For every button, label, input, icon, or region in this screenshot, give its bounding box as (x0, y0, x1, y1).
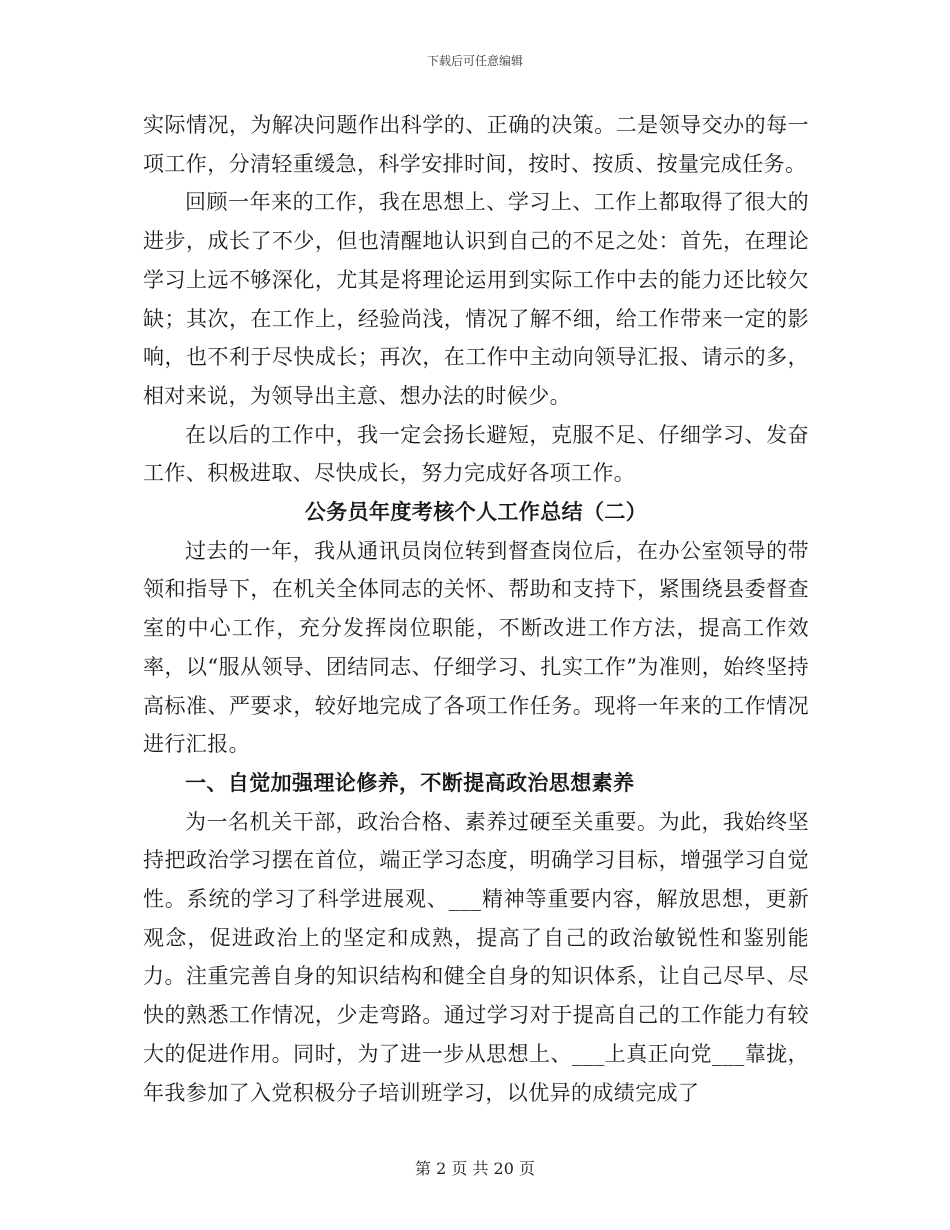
paragraph-intro: 过去的一年，我从通讯员岗位转到督查岗位后，在办公室领导的带领和指导下，在机关全体同志的关怀、帮助和支持下，紧围绕县委督查室的中心工作，充分发挥岗位职能，不断改进工作方法，提高工作效率，以“服从领导、团结同志、仔细学习、扎实工作”为准则，始终坚持高标准、严要求，较好地完成了各项工作任务。现将一年来的工作情况进行汇报。 (143, 538, 809, 757)
paragraph-future: 在以后的工作中，我一定会扬长避短，克服不足、仔细学习、发奋工作、积极进取、尽快成长，努力完成好各项工作。 (143, 422, 809, 486)
section-heading: 一、自觉加强理论修养，不断提高政治思想素养 (185, 769, 635, 795)
paragraph-theory: 为一名机关干部，政治合格、素养过硬至关重要。为此，我始终坚持把政治学习摆在首位，端正学习态度，明确学习目标，增强学习自觉性。系统的学习了科学进展观、___精神等重要内容，解放思想，更新观念，促进政治上的坚定和成熟，提高了自己的政治敏锐性和鉴别能力。注重完善自身的知识结构和健全自身的知识体系，让自己尽早、尽快的熟悉工作情况，少走弯路。通过学习对于提高自己的工作能力有较大的促进作用。同时，为了进一步从思想上、___上真正向党___靠拢，年我参加了入党积极分子培训班学习，以优异的成绩完成了 (143, 809, 809, 1105)
section-title: 公务员年度考核个人工作总结（二） (304, 499, 648, 525)
page-number: 第 2 页 共 20 页 (415, 1159, 535, 1178)
paragraph-review: 回顾一年来的工作，我在思想上、学习上、工作上都取得了很大的进步，成长了不少，但也清醒地认识到自己的不足之处：首先，在理论学习上远不够深化，尤其是将理论运用到实际工作中去的能力还比较欠缺；其次，在工作上，经验尚浅，情况了解不细，给工作带来一定的影响，也不利于尽快成长；再次，在工作中主动向领导汇报、请示的多，相对来说，为领导出主意、想办法的时候少。 (143, 190, 809, 408)
paragraph-continued: 实际情况，为解决问题作出科学的、正确的决策。二是领导交办的每一项工作，分清轻重缓急，科学安排时间，按时、按质、按量完成任务。 (143, 113, 809, 176)
document-body (143, 106, 809, 1112)
header-note: 下载后可任意编辑 (426, 54, 523, 68)
